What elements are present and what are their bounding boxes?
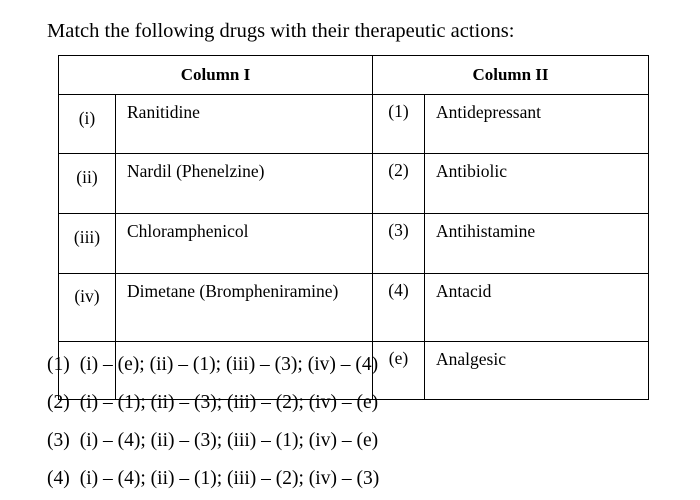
right-tag: (e) [373,342,425,400]
table-row [59,214,649,274]
drug-name: Chloramphenicol [116,214,373,274]
table-row [59,95,649,154]
option-text: (i) – (1); (ii) – (3); (iii) – (2); (iv) – (e) [79,392,379,413]
option-text: (i) – (e); (ii) – (1); (iii) – (3); (iv) – (4) [79,354,379,375]
option-number: (2) [47,392,70,413]
column-1-header: Column I [59,56,373,95]
therapeutic-action: Antibiolic [425,154,649,214]
option-text: (i) – (4); (ii) – (3); (iii) – (1); (iv) – (e) [79,430,379,451]
answer-options [47,346,379,498]
option-text: (i) – (4); (ii) – (1); (iii) – (2); (iv) – (3) [79,468,380,489]
drug-name: Nardil (Phenelzine) [116,154,373,214]
left-tag: (i) [59,95,116,154]
therapeutic-action: Antacid [425,274,649,342]
option-number: (3) [47,430,70,451]
left-tag: (iii) [59,214,116,274]
drug-name: Dimetane (Brompheniramine) [116,274,373,342]
right-tag: (1) [373,95,425,154]
left-tag: (ii) [59,154,116,214]
right-tag: (4) [373,274,425,342]
table-header-row [59,56,649,95]
option-number: (1) [47,354,70,375]
column-2-header: Column II [373,56,649,95]
right-tag: (2) [373,154,425,214]
answer-option-2[interactable] [47,384,379,422]
answer-option-4[interactable] [47,460,379,498]
drug-name: Ranitidine [116,95,373,154]
left-tag: (iv) [59,274,116,342]
therapeutic-action: Antidepressant [425,95,649,154]
table-row [59,154,649,214]
therapeutic-action: Antihistamine [425,214,649,274]
option-number: (4) [47,468,70,489]
answer-option-3[interactable] [47,422,379,460]
therapeutic-action: Analgesic [425,342,649,400]
right-tag: (3) [373,214,425,274]
question-text: Match the following drugs with their therapeutic actions: [47,20,515,42]
table-row [59,274,649,342]
answer-option-1[interactable] [47,346,379,384]
